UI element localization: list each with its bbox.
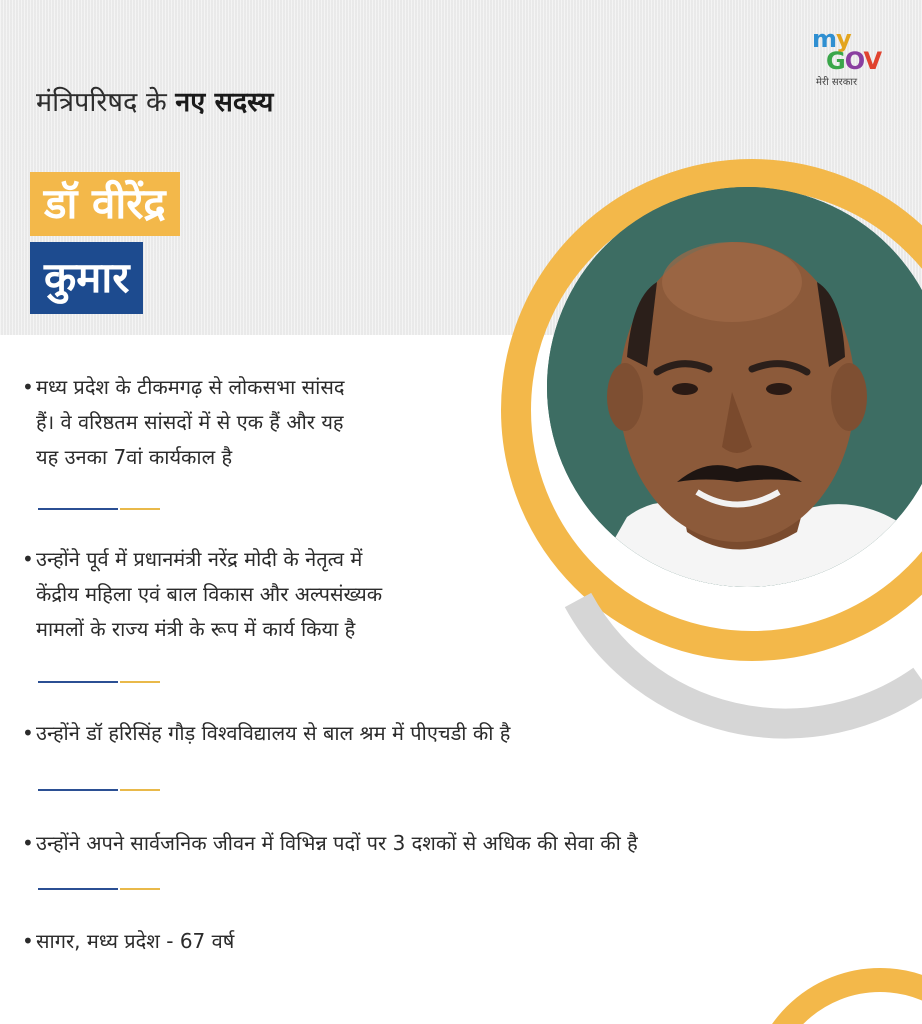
- divider: [38, 681, 160, 683]
- logo-letter: y: [836, 25, 851, 53]
- portrait-eye-right: [766, 383, 792, 395]
- logo-tagline: मेरी सरकार: [816, 77, 858, 88]
- bullet-line: यह उनका 7वां कार्यकाल है: [36, 445, 233, 469]
- divider: [38, 508, 160, 510]
- name-line-1: डॉ वीरेंद्र: [30, 172, 180, 236]
- portrait-circle: [547, 187, 922, 587]
- bullet-line: मामलों के राज्य मंत्री के रूप में कार्य किया है: [36, 617, 356, 641]
- logo-letter: V: [863, 47, 882, 75]
- bullet-item: [22, 826, 902, 861]
- page-title: [36, 82, 273, 119]
- logo-letter: m: [812, 25, 837, 53]
- bullet-line: • उन्होंने पूर्व में प्रधानमंत्री नरेंद्र मोदी के नेतृत्व में: [36, 547, 363, 571]
- bullet-item: [22, 370, 582, 475]
- logo-letter: G: [826, 47, 845, 75]
- bullet-line: • उन्होंने डॉ हरिसिंह गौड़ विश्वविद्यालय से बाल श्रम में पीएचडी की है: [36, 721, 511, 745]
- name-line-2: कुमार: [30, 242, 143, 314]
- title-emphasis: नए सदस्य: [175, 87, 274, 118]
- title-prefix: मंत्रिपरिषद के: [36, 87, 167, 118]
- bullet-line: • उन्होंने अपने सार्वजनिक जीवन में विभिन्न पदों पर 3 दशकों से अधिक की सेवा की है: [36, 831, 638, 855]
- bullet-item: [22, 542, 582, 647]
- mygov-logo: [812, 25, 892, 88]
- logo-word-gov: [826, 47, 892, 75]
- bullet-line: केंद्रीय महिला एवं बाल विकास और अल्पसंख्यक: [36, 582, 383, 606]
- portrait-illustration: [547, 187, 922, 587]
- bullet-line: • सागर, मध्य प्रदेश - 67 वर्ष: [36, 929, 235, 953]
- bullet-line: हैं। वे वरिष्ठतम सांसदों में से एक हैं और यह: [36, 410, 344, 434]
- divider: [38, 888, 160, 890]
- bullet-item: [22, 716, 842, 751]
- bullet-line: • मध्य प्रदेश के टीकमगढ़ से लोकसभा सांसद: [36, 375, 345, 399]
- portrait-ear-right: [831, 363, 867, 431]
- bullet-item: [22, 924, 582, 959]
- portrait-ear-left: [607, 363, 643, 431]
- divider: [38, 789, 160, 791]
- logo-letter: O: [844, 47, 864, 75]
- portrait-scalp-highlight: [662, 242, 802, 322]
- portrait: [547, 187, 922, 587]
- corner-gold-arc: [760, 980, 922, 1024]
- portrait-eye-left: [672, 383, 698, 395]
